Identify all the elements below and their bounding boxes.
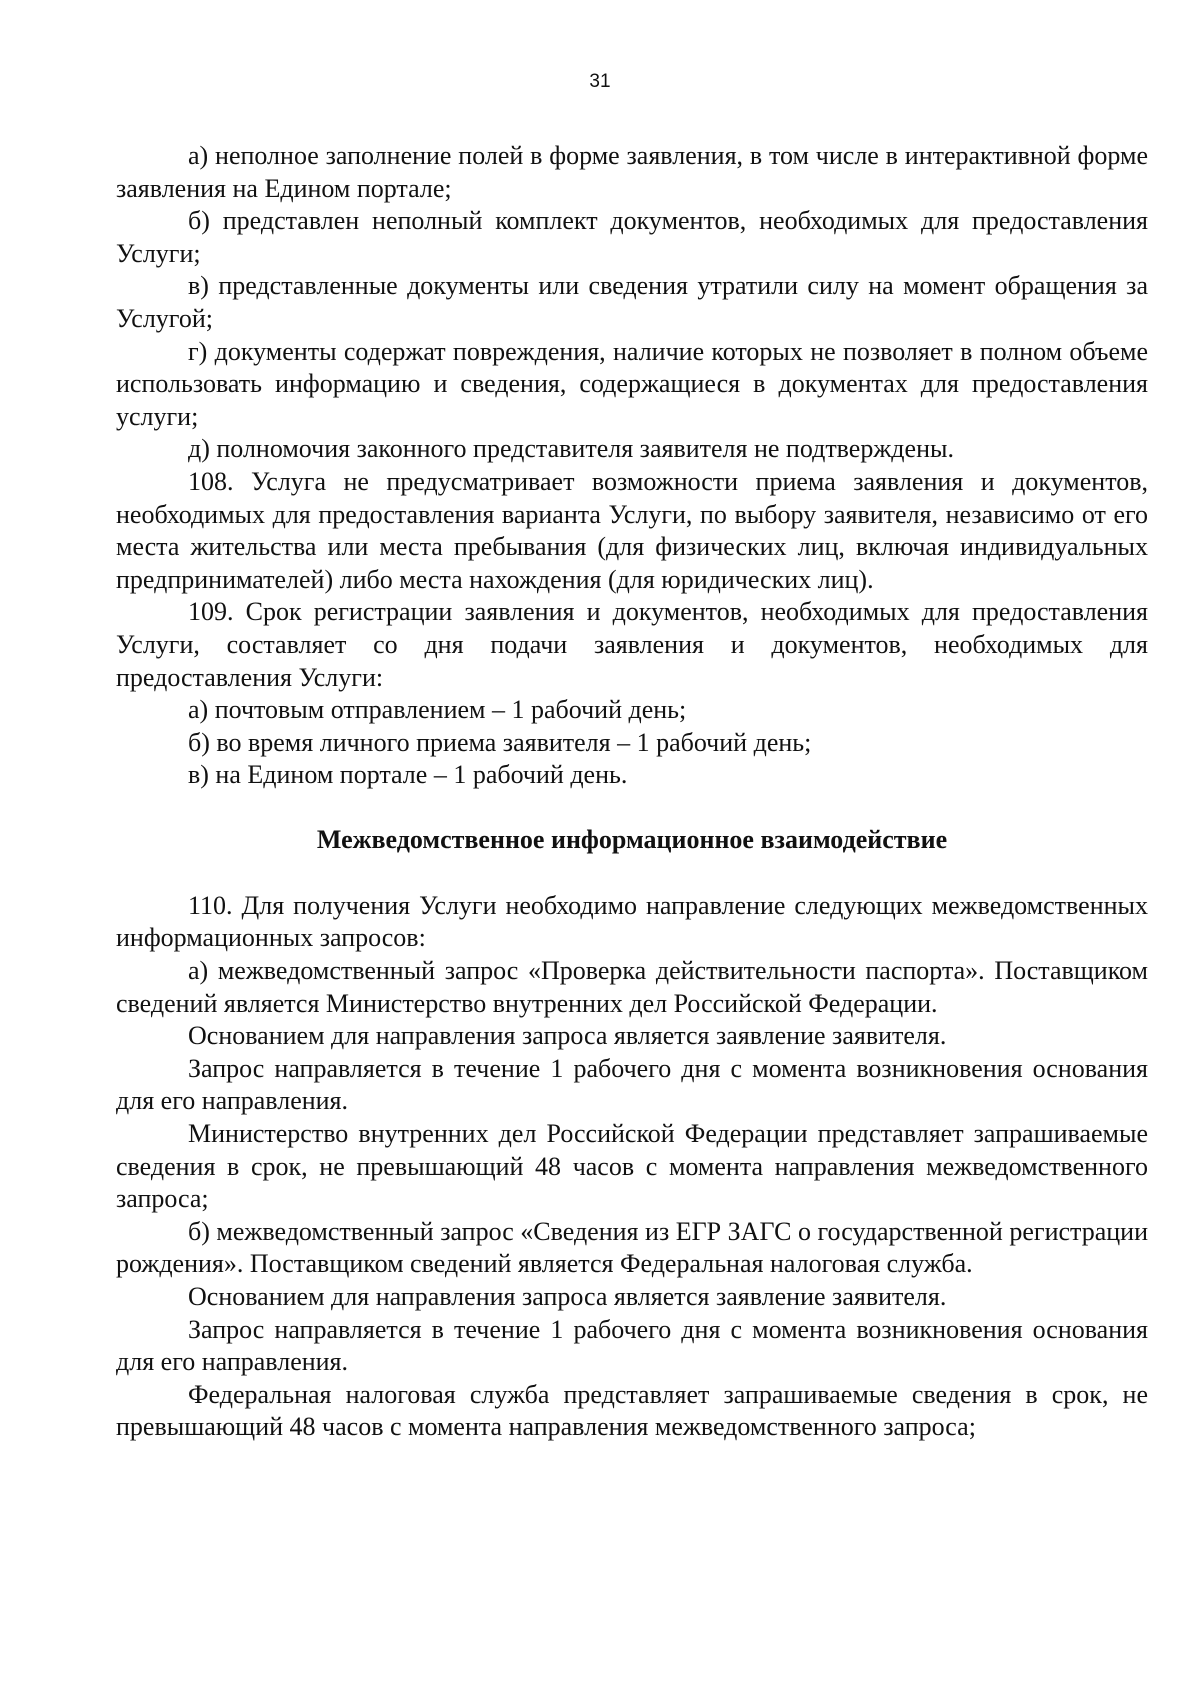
- document-body: [116, 140, 1148, 1444]
- paragraph-basis-a: Основанием для направления запроса является заявление заявителя.: [188, 1021, 947, 1051]
- paragraph-response-b: Федеральная налоговая служба представляет запрашиваемые сведения в срок, не превышающий 48 часов с момента направления межведомственного запроса;: [116, 1379, 1148, 1442]
- paragraph-item-d-authority-unconfirmed: д) полномочия законного представителя заявителя не подтверждены.: [188, 434, 954, 464]
- section-heading: Межведомственное информационное взаимодействие: [316, 824, 948, 854]
- paragraph-109-item-a: а) почтовым отправлением – 1 рабочий день;: [188, 695, 687, 725]
- paragraph-item-b-incomplete-documents: б) представлен неполный комплект документов, необходимых для предоставления Услуги;: [116, 206, 1148, 268]
- paragraph-item-v-expired-documents: в) представленные документы или сведения утратили силу на момент обращения за Услугой;: [116, 271, 1148, 333]
- paragraph-109-item-b: б) во время личного приема заявителя – 1 рабочий день;: [188, 727, 812, 757]
- paragraph-basis-b: Основанием для направления запроса является заявление заявителя.: [188, 1282, 947, 1311]
- paragraph-timing-b: Запрос направляется в течение 1 рабочего дня с момента возникновения основания для его направления.: [116, 1314, 1148, 1377]
- paragraph-109: 109. Срок регистрации заявления и документов, необходимых для предоставления Услуги, составляет со дня подачи заявления и документов, необходимых для предоставления Услуги:: [116, 597, 1148, 692]
- paragraph-timing-a: Запрос направляется в течение 1 рабочего дня с момента возникновения основания для его направления.: [116, 1053, 1148, 1116]
- paragraph-110-item-b: б) межведомственный запрос «Сведения из ЕГР ЗАГС о государственной регистрации рождения». Поставщиком сведений является Федеральная налоговая служба.: [116, 1216, 1148, 1279]
- paragraph-110: 110. Для получения Услуги необходимо направление следующих межведомственных информационных запросов:: [116, 890, 1148, 953]
- paragraph-109-item-v: в) на Едином портале – 1 рабочий день.: [188, 760, 628, 790]
- paragraph-item-g-damaged-documents: г) документы содержат повреждения, наличие которых не позволяет в полном объеме использовать информацию и сведения, содержащиеся в документах для предоставления услуги;: [116, 336, 1148, 431]
- paragraph-response-a: Министерство внутренних дел Российской Федерации представляет запрашиваемые сведения в срок, не превышающий 48 часов с момента направления межведомственного запроса;: [116, 1119, 1148, 1214]
- page-number: 31: [589, 71, 611, 92]
- paragraph-110-item-a: а) межведомственный запрос «Проверка действительности паспорта». Поставщиком сведений является Министерство внутренних дел Российской Федерации.: [116, 956, 1148, 1018]
- paragraph-108: 108. Услуга не предусматривает возможности приема заявления и документов, необходимых для предоставления варианта Услуги, по выбору заявителя, независимо от его места жительства или места пребывания (для физических лиц, включая индивидуальных предпринимателей) либо места нахождения (для юридических лиц).: [116, 466, 1148, 594]
- paragraph-item-a-incomplete-fields: а) неполное заполнение полей в форме заявления, в том числе в интерактивной форме заявления на Едином портале;: [116, 141, 1148, 203]
